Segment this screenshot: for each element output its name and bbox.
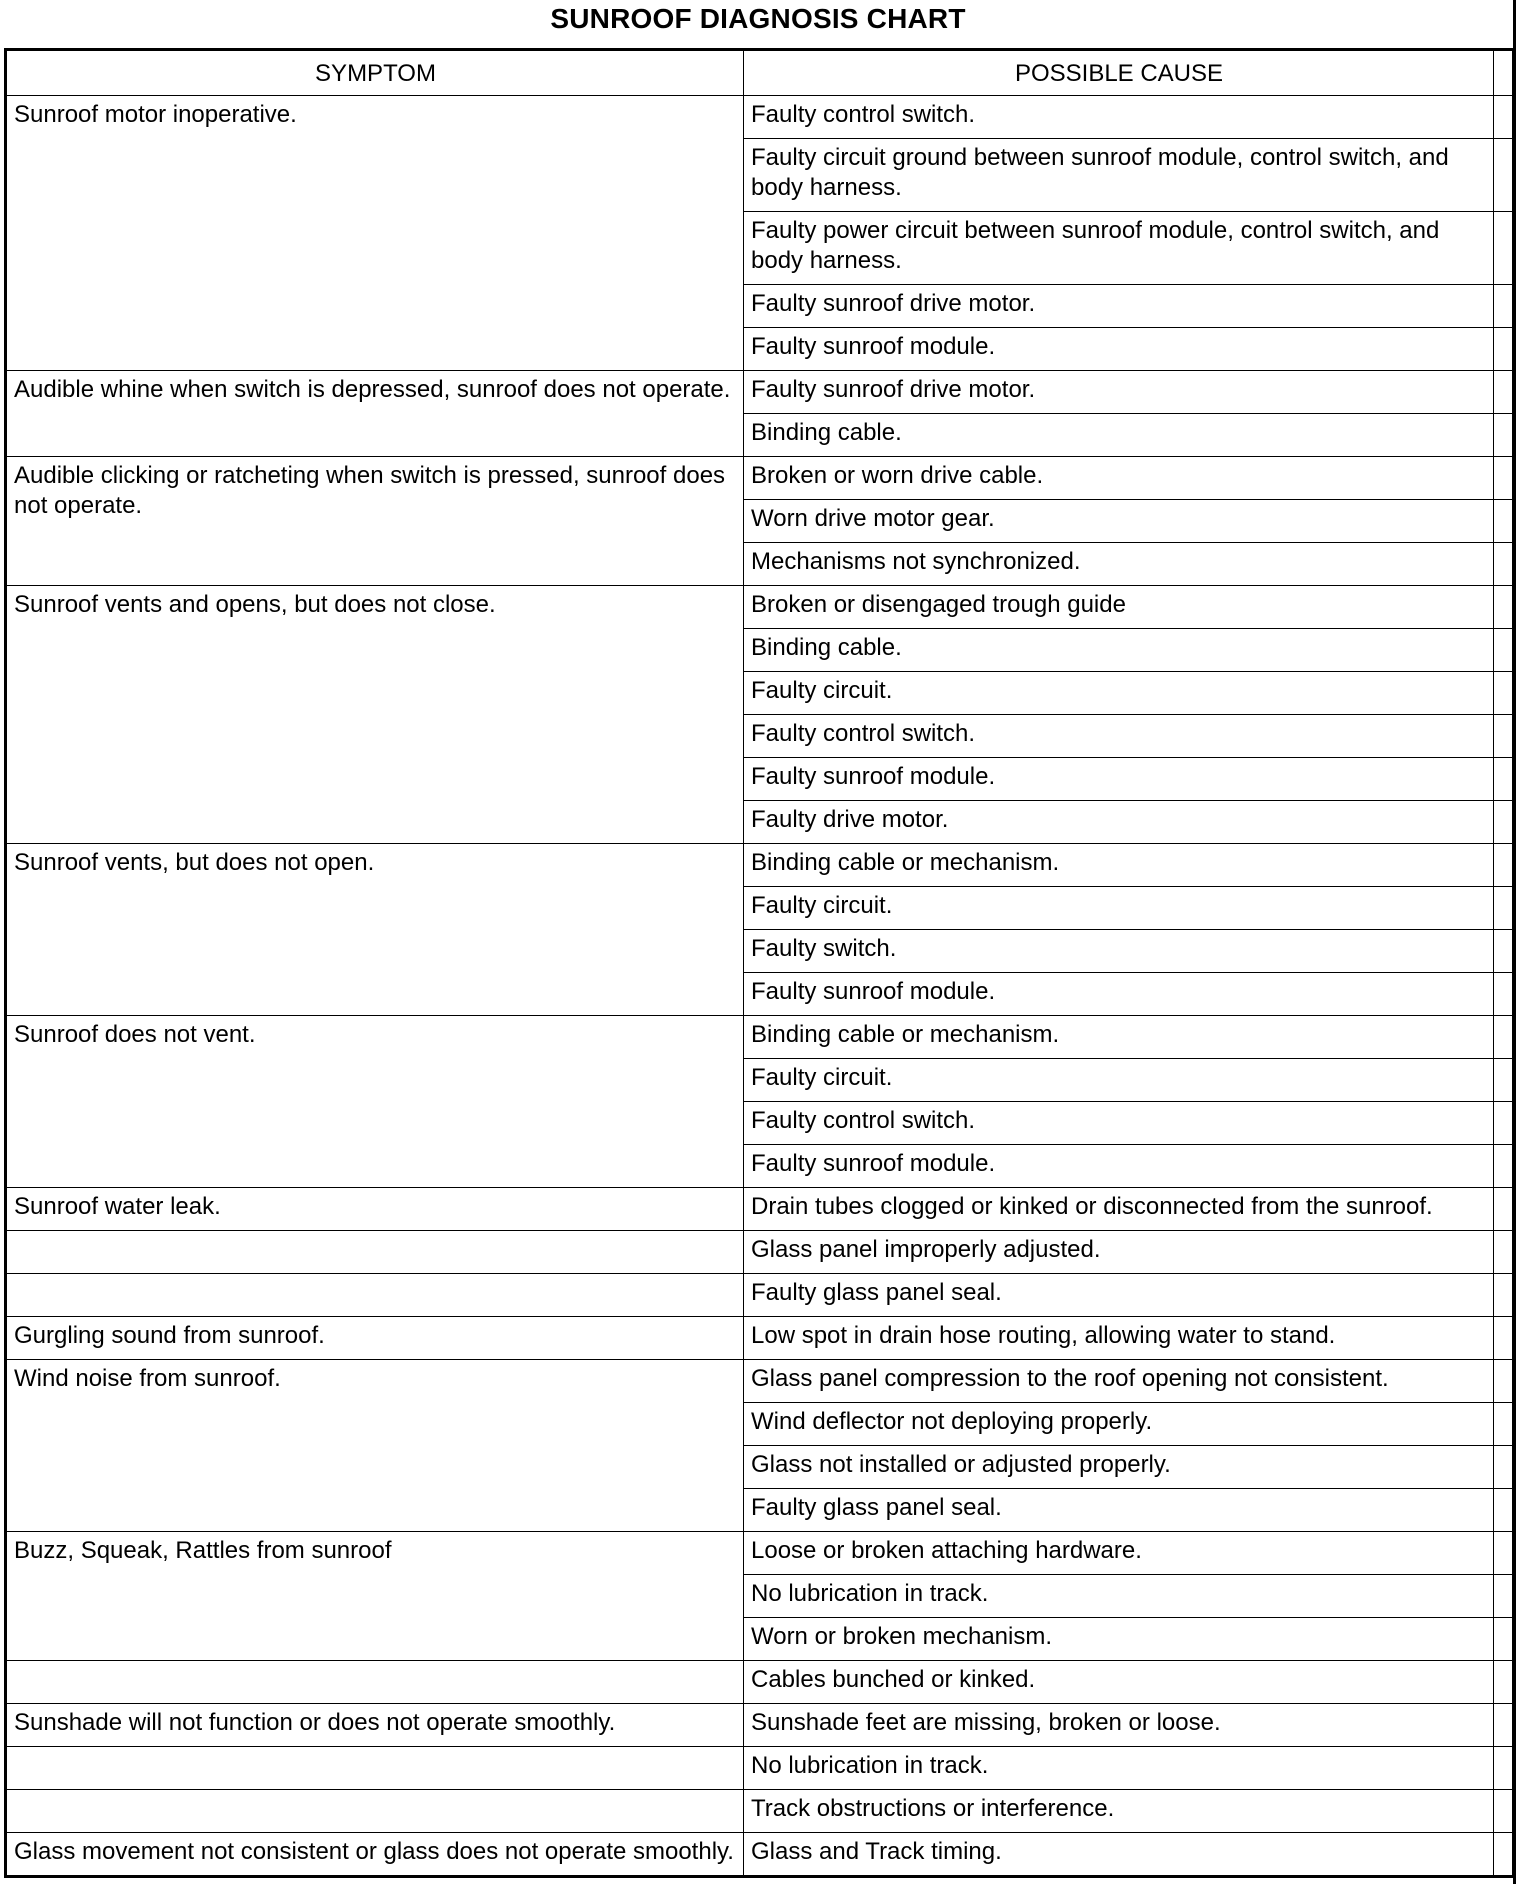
blank-column-cell [1494, 285, 1514, 328]
possible-cause-cell: Faulty circuit. [744, 672, 1494, 715]
possible-cause-cell: Faulty circuit ground between sunroof module, control switch, and body harness. [744, 139, 1494, 212]
blank-column-cell [1494, 1274, 1514, 1317]
blank-column-cell [1494, 1747, 1514, 1790]
blank-column-cell [1494, 371, 1514, 414]
blank-column-cell [1494, 1360, 1514, 1403]
table-row [6, 1532, 1514, 1575]
possible-cause-header: POSSIBLE CAUSE [744, 50, 1494, 96]
symptom-cell: Sunroof does not vent. [6, 1016, 744, 1188]
possible-cause-cell: Faulty sunroof module. [744, 328, 1494, 371]
symptom-cell: Glass movement not consistent or glass does not operate smoothly. [6, 1833, 744, 1877]
symptom-cell [6, 1231, 744, 1274]
possible-cause-cell: Faulty drive motor. [744, 801, 1494, 844]
blank-column-cell [1494, 844, 1514, 887]
table-row [6, 1188, 1514, 1231]
blank-column-cell [1494, 139, 1514, 212]
possible-cause-cell: Faulty power circuit between sunroof module, control switch, and body harness. [744, 212, 1494, 285]
symptom-cell: Sunroof motor inoperative. [6, 96, 744, 371]
possible-cause-cell: Low spot in drain hose routing, allowing water to stand. [744, 1317, 1494, 1360]
possible-cause-cell: Worn or broken mechanism. [744, 1618, 1494, 1661]
possible-cause-cell: No lubrication in track. [744, 1575, 1494, 1618]
blank-column-cell [1494, 1016, 1514, 1059]
table-row [6, 1360, 1514, 1403]
blank-column-cell [1494, 328, 1514, 371]
blank-column-cell [1494, 1704, 1514, 1747]
possible-cause-cell: Faulty circuit. [744, 887, 1494, 930]
symptom-cell: Audible clicking or ratcheting when switch is pressed, sunroof does not operate. [6, 457, 744, 586]
table-row [6, 371, 1514, 414]
possible-cause-cell: Sunshade feet are missing, broken or loose. [744, 1704, 1494, 1747]
blank-column-header [1494, 50, 1514, 96]
possible-cause-cell: Faulty sunroof module. [744, 758, 1494, 801]
symptom-cell [6, 1747, 744, 1790]
possible-cause-cell: Track obstructions or interference. [744, 1790, 1494, 1833]
table-row [6, 1016, 1514, 1059]
symptom-cell: Gurgling sound from sunroof. [6, 1317, 744, 1360]
symptom-cell: Sunroof water leak. [6, 1188, 744, 1231]
symptom-cell: Audible whine when switch is depressed, sunroof does not operate. [6, 371, 744, 457]
possible-cause-cell: Faulty control switch. [744, 715, 1494, 758]
blank-column-cell [1494, 1790, 1514, 1833]
table-row [6, 586, 1514, 629]
blank-column-cell [1494, 1231, 1514, 1274]
blank-column-cell [1494, 1661, 1514, 1704]
symptom-cell [6, 1661, 744, 1704]
table-row [6, 96, 1514, 139]
symptom-cell: Sunshade will not function or does not operate smoothly. [6, 1704, 744, 1747]
possible-cause-cell: Faulty control switch. [744, 96, 1494, 139]
blank-column-cell [1494, 1188, 1514, 1231]
possible-cause-cell: Binding cable. [744, 414, 1494, 457]
blank-column-cell [1494, 930, 1514, 973]
possible-cause-cell: Faulty sunroof module. [744, 973, 1494, 1016]
blank-column-cell [1494, 1446, 1514, 1489]
blank-column-cell [1494, 543, 1514, 586]
blank-column-cell [1494, 1102, 1514, 1145]
header-row [6, 50, 1514, 96]
symptom-cell: Sunroof vents and opens, but does not close. [6, 586, 744, 844]
table-row [6, 1661, 1514, 1704]
blank-column-cell [1494, 672, 1514, 715]
table-row [6, 844, 1514, 887]
possible-cause-cell: Faulty switch. [744, 930, 1494, 973]
blank-column-cell [1494, 801, 1514, 844]
blank-column-cell [1494, 1532, 1514, 1575]
blank-column-cell [1494, 1403, 1514, 1446]
possible-cause-cell: Binding cable or mechanism. [744, 1016, 1494, 1059]
possible-cause-cell: Glass panel improperly adjusted. [744, 1231, 1494, 1274]
possible-cause-cell: Wind deflector not deploying properly. [744, 1403, 1494, 1446]
blank-column-cell [1494, 1575, 1514, 1618]
blank-column-cell [1494, 629, 1514, 672]
symptom-cell: Buzz, Squeak, Rattles from sunroof [6, 1532, 744, 1661]
symptom-header: SYMPTOM [6, 50, 744, 96]
table-row [6, 1704, 1514, 1747]
possible-cause-cell: Faulty glass panel seal. [744, 1489, 1494, 1532]
possible-cause-cell: Faulty sunroof drive motor. [744, 371, 1494, 414]
possible-cause-cell: Cables bunched or kinked. [744, 1661, 1494, 1704]
table-row [6, 1833, 1514, 1877]
table-row [6, 1274, 1514, 1317]
symptom-cell [6, 1790, 744, 1833]
blank-column-cell [1494, 1489, 1514, 1532]
blank-column-cell [1494, 758, 1514, 801]
blank-column-cell [1494, 96, 1514, 139]
table-row [6, 457, 1514, 500]
blank-column-cell [1494, 212, 1514, 285]
possible-cause-cell: Glass panel compression to the roof opening not consistent. [744, 1360, 1494, 1403]
possible-cause-cell: Loose or broken attaching hardware. [744, 1532, 1494, 1575]
blank-column-cell [1494, 887, 1514, 930]
diagnosis-table [4, 48, 1515, 1878]
table-row [6, 1231, 1514, 1274]
possible-cause-cell: Glass and Track timing. [744, 1833, 1494, 1877]
blank-column-cell [1494, 1145, 1514, 1188]
symptom-cell: Wind noise from sunroof. [6, 1360, 744, 1532]
possible-cause-cell: Drain tubes clogged or kinked or disconnected from the sunroof. [744, 1188, 1494, 1231]
possible-cause-cell: Faulty sunroof module. [744, 1145, 1494, 1188]
diagnosis-table-body [6, 96, 1514, 1877]
possible-cause-cell: Broken or worn drive cable. [744, 457, 1494, 500]
blank-column-cell [1494, 973, 1514, 1016]
symptom-cell [6, 1274, 744, 1317]
possible-cause-cell: Worn drive motor gear. [744, 500, 1494, 543]
table-row [6, 1747, 1514, 1790]
table-row [6, 1790, 1514, 1833]
possible-cause-cell: Faulty control switch. [744, 1102, 1494, 1145]
page-title: SUNROOF DIAGNOSIS CHART [550, 3, 966, 34]
blank-column-cell [1494, 1317, 1514, 1360]
blank-column-cell [1494, 1059, 1514, 1102]
blank-column-cell [1494, 457, 1514, 500]
blank-column-cell [1494, 500, 1514, 543]
table-row [6, 1317, 1514, 1360]
possible-cause-cell: Broken or disengaged trough guide [744, 586, 1494, 629]
possible-cause-cell: Faulty glass panel seal. [744, 1274, 1494, 1317]
blank-column-cell [1494, 1833, 1514, 1877]
blank-column-cell [1494, 586, 1514, 629]
possible-cause-cell: Mechanisms not synchronized. [744, 543, 1494, 586]
possible-cause-cell: Binding cable. [744, 629, 1494, 672]
possible-cause-cell: Binding cable or mechanism. [744, 844, 1494, 887]
blank-column-cell [1494, 1618, 1514, 1661]
blank-column-cell [1494, 414, 1514, 457]
possible-cause-cell: Faulty sunroof drive motor. [744, 285, 1494, 328]
possible-cause-cell: No lubrication in track. [744, 1747, 1494, 1790]
symptom-cell: Sunroof vents, but does not open. [6, 844, 744, 1016]
blank-column-cell [1494, 715, 1514, 758]
possible-cause-cell: Glass not installed or adjusted properly. [744, 1446, 1494, 1489]
possible-cause-cell: Faulty circuit. [744, 1059, 1494, 1102]
